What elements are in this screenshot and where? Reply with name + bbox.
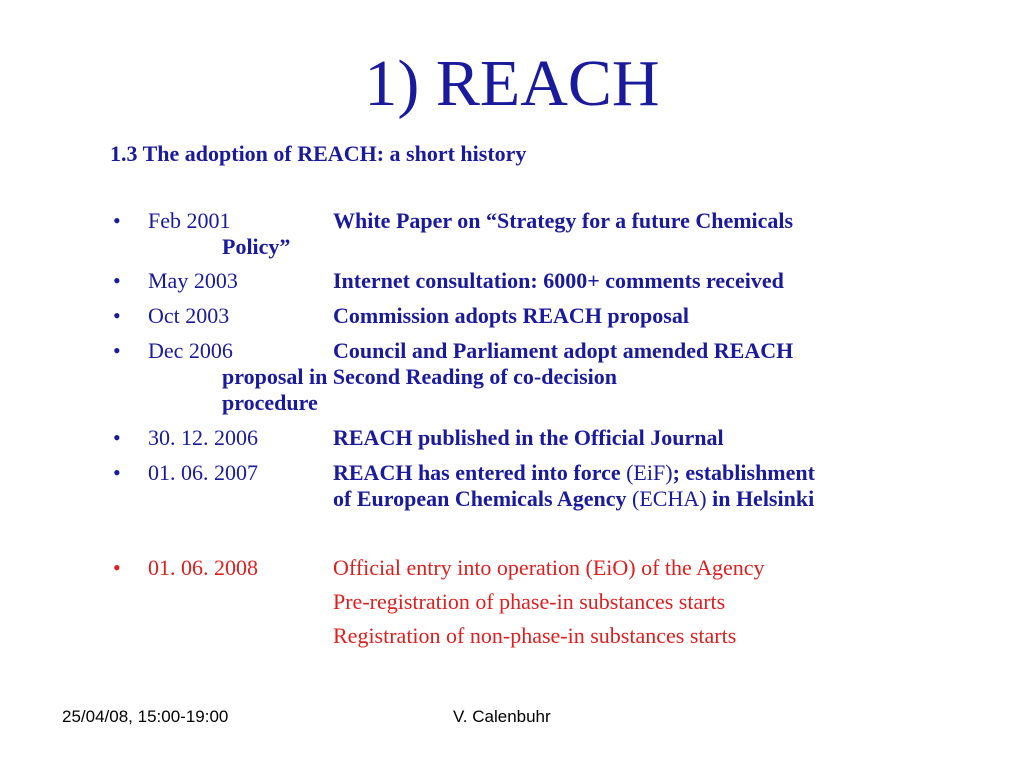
bullet: • <box>113 268 121 293</box>
entry-date: May 2003 <box>148 268 238 293</box>
section-subtitle: 1.3 The adoption of REACH: a short history <box>110 141 527 166</box>
entry-date: 30. 12. 2006 <box>148 425 258 450</box>
bullet: • <box>113 208 121 233</box>
entry-description: White Paper on “Strategy for a future Chemicals <box>333 208 794 233</box>
entry-description: Internet consultation: 6000+ comments received <box>333 268 784 293</box>
slide-title: 1) REACH <box>364 47 660 120</box>
bullet: • <box>113 425 121 450</box>
bullet: • <box>113 460 121 485</box>
footer-date-time: 25/04/08, 15:00-19:00 <box>62 707 229 726</box>
entry-date: 01. 06. 2007 <box>148 460 258 485</box>
entry-date: 01. 06. 2008 <box>148 555 258 580</box>
entry-description-continued <box>333 486 814 512</box>
entry-description: REACH published in the Official Journal <box>333 425 724 450</box>
abbreviation-eif: (EiF) <box>626 460 673 485</box>
entry-description <box>333 460 933 486</box>
entry-description-continued: Policy” <box>222 234 291 259</box>
bullet: • <box>113 555 121 580</box>
entry-extra-line: Registration of non-phase-in substances starts <box>333 623 737 648</box>
entry-extra-line: Pre-registration of phase-in substances starts <box>333 589 726 614</box>
entry-description-part: in Helsinki <box>706 486 815 511</box>
entry-date: Dec 2006 <box>148 338 233 363</box>
entry-description: Commission adopts REACH proposal <box>333 303 689 328</box>
entry-description-part: of European Chemicals Agency <box>333 486 633 511</box>
bullet: • <box>113 338 121 363</box>
entry-description: Official entry into operation (EiO) of the Agency <box>333 555 765 580</box>
entry-description-continued: proposal in Second Reading of co-decision <box>222 364 618 389</box>
entry-date: Feb 2001 <box>148 208 231 233</box>
entry-description-part: ; establishment <box>672 460 815 485</box>
entry-date: Oct 2003 <box>148 303 230 328</box>
entry-description: Council and Parliament adopt amended REACH <box>333 338 794 363</box>
bullet: • <box>113 303 121 328</box>
entry-description-continued: procedure <box>222 390 318 415</box>
abbreviation-echa: (ECHA) <box>632 486 707 511</box>
entry-description-part: REACH has entered into force <box>333 460 627 485</box>
footer-author: V. Calenbuhr <box>453 707 551 726</box>
